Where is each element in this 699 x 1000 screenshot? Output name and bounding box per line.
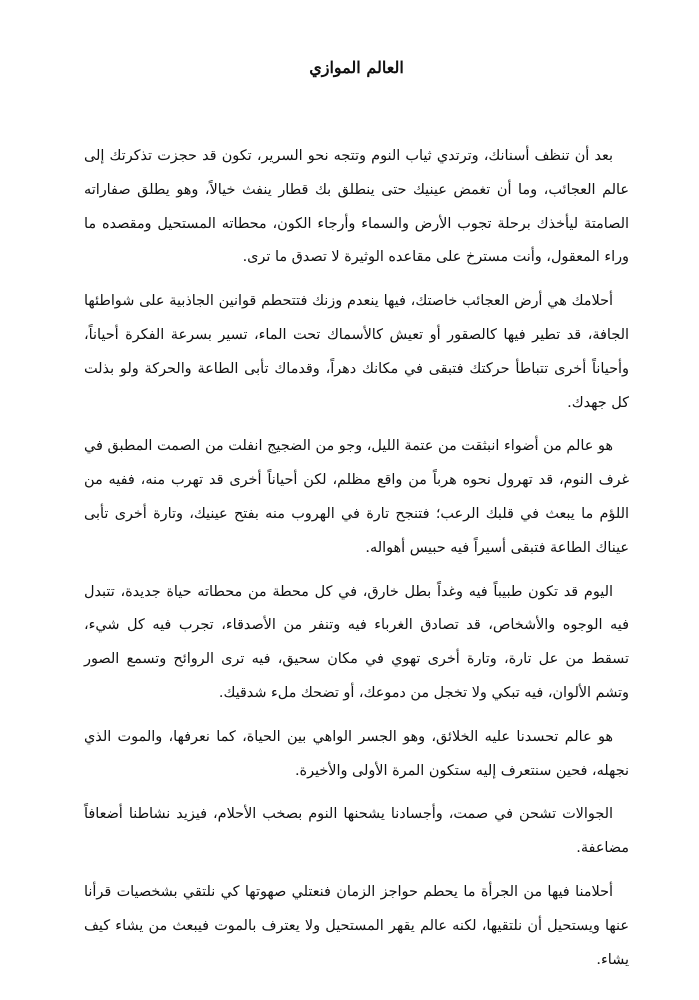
document-title: العالم الموازي (309, 58, 404, 77)
paragraph-5: هو عالم تحسدنا عليه الخلائق، وهو الجسر الواهي بين الحياة، كما نعرفها، والموت الذي نجهله، فحين سنتعرف إليه ستكون المرة الأولى والأخيرة. (84, 728, 629, 779)
paragraph-7: أحلامنا فيها من الجرأة ما يحطم حواجز الزمان فنعتلي صهوتها كي نلتقي بشخصيات قرأنا عنها ويستحيل أن نلتقيها، لكنه عالم يقهر المستحيل ولا يعترف بالموت فيبعث من يشاء كيف يشاء. (84, 883, 629, 968)
document-page (84, 0, 629, 1000)
paragraph-1: بعد أن تنظف أسنانك، وترتدي ثياب النوم وتتجه نحو السرير، تكون قد حجزت تذكرتك إلى عالم العجائب، وما أن تغمض عينيك حتى ينطلق بك قطار ينفث خيالاً، وهو يطلق صفاراته الصامتة ليأخذك برحلة تجوب الأرض والسماء وأرجاء الكون، محطاته المستحيل ومقصده ما وراء المعقول، وأنت مسترخ على مقاعده الوثيرة لا تصدق ما ترى. (84, 148, 629, 266)
document-body (84, 140, 629, 987)
paragraph-2: أحلامك هي أرض العجائب خاصتك، فيها ينعدم وزنك فتتحطم قوانين الجاذبية على شواطئها الجافة، قد تطير فيها كالصقور أو تعيش كالأسماك تحت الماء، تسير بسرعة الفكرة أحياناً، وأحياناً أخرى تتباطأ حركتك فتبقى في مكانك دهراً، وقدماك تأبى الطاعة والحركة ولو بذلت كل جهدك. (84, 293, 629, 411)
paragraph-4: اليوم قد تكون طبيباً فيه وغداً بطل خارق، في كل محطة من محطاته حياة جديدة، تتبدل فيه الوجوه والأشخاص، قد تصادق الغرباء فيه وتنفر من الأصدقاء، تجرب فيه كل شيء، تسقط من عل تارة، وتارة أخرى تهوي في مكان سحيق، فيه ترى الروائح وتسمع الصور وتشم الألوان، فيه تبكي ولا تخجل من دموعك، أو تضحك ملء شدقيك. (84, 583, 629, 701)
paragraph-6: الجوالات تشحن في صمت، وأجسادنا يشحنها النوم بصخب الأحلام، فيزيد نشاطنا أضعافاً مضاعفة. (84, 806, 629, 857)
paragraph-3: هو عالم من أضواء انبثقت من عتمة الليل، وجو من الضجيج انفلت من الصمت المطبق في غرف النوم، قد تهرول نحوه هرباً من واقع مظلم، لكن أحياناً أخرى قد تهرب منه، ففيه من اللؤم ما يبعث في قلبك الرعب؛ فتنجح تارة في الهروب منه بفتح عينيك، وتارة أخرى تأبى عيناك الطاعة فتبقى أسيراً فيه حبيس أهواله. (84, 438, 629, 556)
